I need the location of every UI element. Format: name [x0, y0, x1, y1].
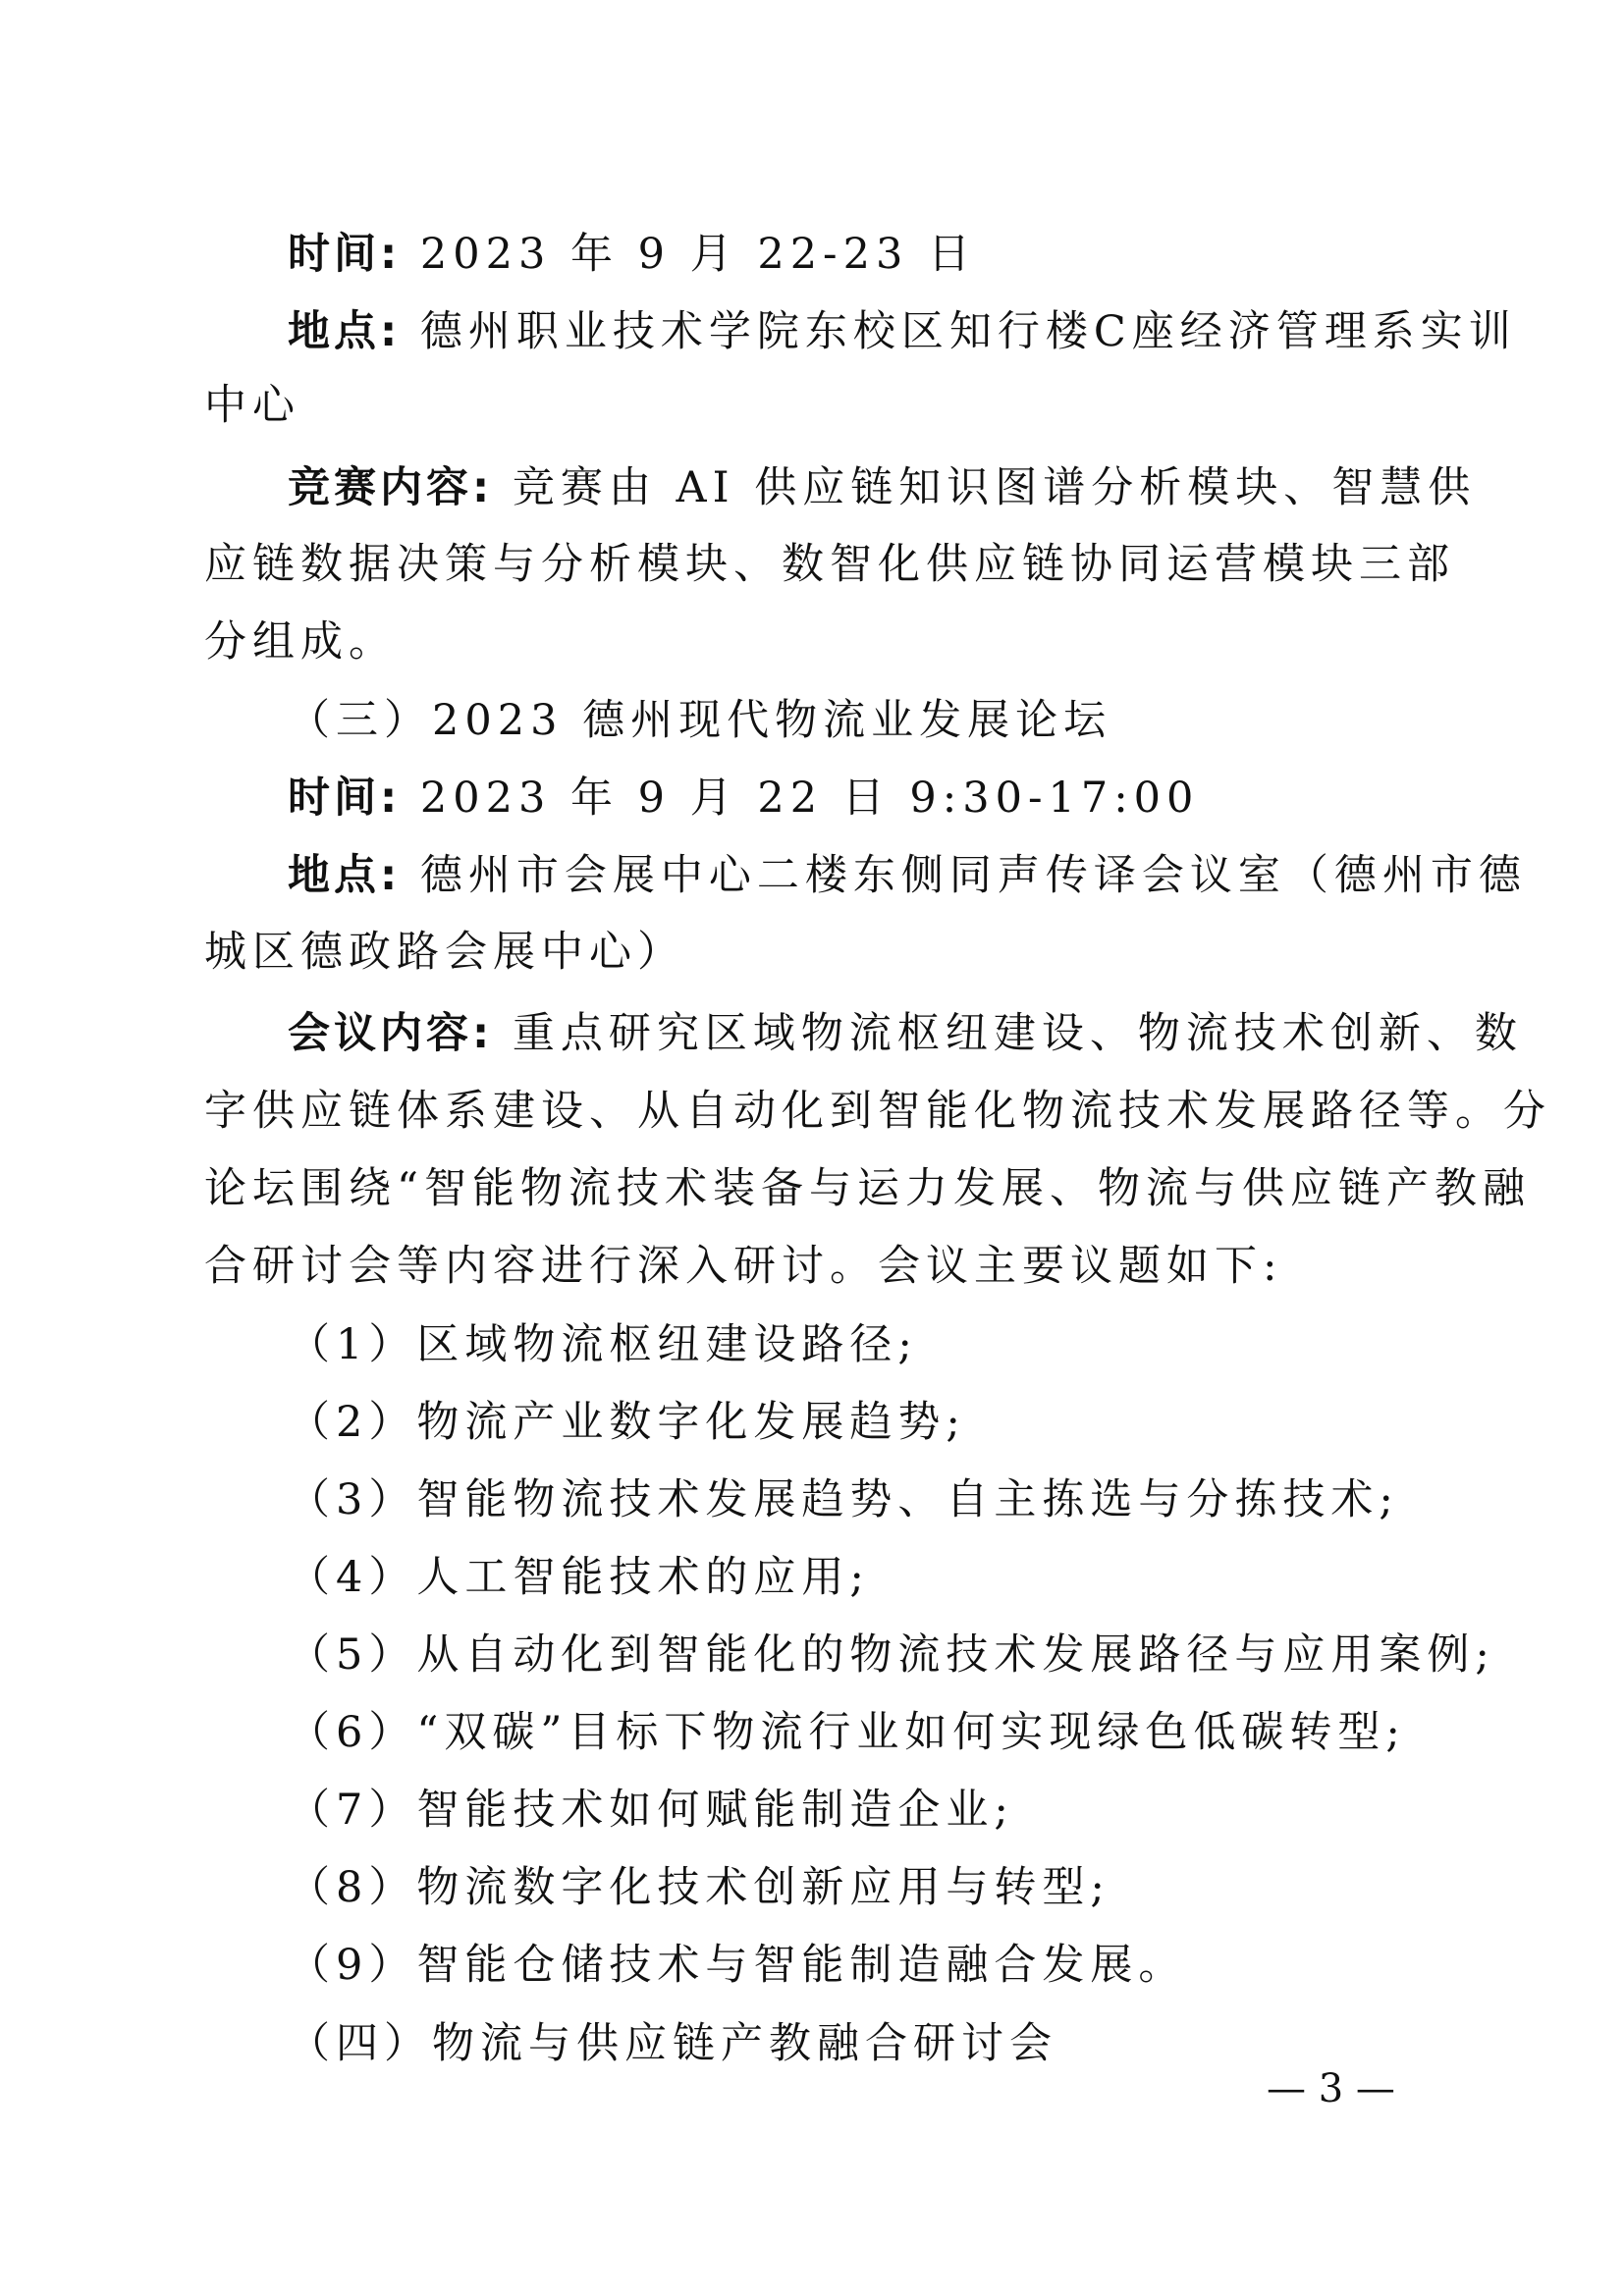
- forum-place-value: 德州市会展中心二楼东侧同声传译会议室（德州市德: [419, 851, 1527, 900]
- competition-content-line: 应链数据决策与分析模块、数智化供应链协同运营模块三部: [204, 540, 1455, 589]
- time-paragraph: [0, 225, 1624, 284]
- competition-content-line: 分组成。: [204, 617, 397, 667]
- place-label: 地点:: [288, 307, 402, 356]
- forum-place-paragraph: [0, 846, 1624, 905]
- place-continuation: 中心: [204, 381, 300, 430]
- page-number: — 3 —: [1267, 2066, 1395, 2111]
- topic-item: （6）“双碳”目标下物流行业如何实现绿色低碳转型;: [288, 1708, 1406, 1757]
- forum-time-value: 2023 年 9 月 22 日 9:30-17:00: [419, 774, 1200, 823]
- meeting-content-line: 合研讨会等内容进行深入研讨。会议主要议题如下:: [204, 1242, 1283, 1291]
- forum-place-label: 地点:: [288, 851, 402, 900]
- topic-item: （8）物流数字化技术创新应用与转型;: [288, 1863, 1110, 1912]
- meeting-content-label: 会议内容:: [288, 1009, 494, 1058]
- forum-place-continuation: 城区德政路会展中心）: [204, 928, 685, 977]
- topic-item: （5）从自动化到智能化的物流技术发展路径与应用案例;: [288, 1630, 1495, 1680]
- competition-content-label: 竞赛内容:: [288, 463, 494, 512]
- topic-item: （9）智能仓储技术与智能制造融合发展。: [288, 1941, 1187, 1990]
- topic-item: （2）物流产业数字化发展趋势;: [288, 1398, 966, 1447]
- meeting-content-paragraph: [0, 1004, 1624, 1063]
- place-value: 德州职业技术学院东校区知行楼C座经济管理系实训: [419, 307, 1517, 356]
- meeting-content-text: 重点研究区域物流枢纽建设、物流技术创新、数: [512, 1009, 1523, 1058]
- topic-item: （3）智能物流技术发展趋势、自主拣选与分拣技术;: [288, 1475, 1399, 1524]
- time-label: 时间:: [288, 230, 402, 279]
- section-heading: （四）物流与供应链产教融合研讨会: [288, 2019, 1057, 2068]
- meeting-content-line: 字供应链体系建设、从自动化到智能化物流技术发展路径等。分: [204, 1087, 1551, 1136]
- competition-content-text: 竞赛由 AI 供应链知识图谱分析模块、智慧供: [512, 463, 1477, 512]
- forum-time-label: 时间:: [288, 774, 402, 823]
- competition-content-paragraph: [0, 458, 1624, 517]
- section-heading: （三）2023 德州现代物流业发展论坛: [288, 696, 1112, 745]
- topic-item: （1）区域物流枢纽建设路径;: [288, 1320, 918, 1369]
- place-paragraph: [0, 302, 1624, 361]
- meeting-content-line: 论坛围绕“智能物流技术装备与运力发展、物流与供应链产教融: [204, 1164, 1531, 1213]
- forum-time-paragraph: [0, 769, 1624, 828]
- topic-item: （7）智能技术如何赋能制造企业;: [288, 1786, 1014, 1835]
- topic-item: （4）人工智能技术的应用;: [288, 1553, 870, 1602]
- time-value: 2023 年 9 月 22-23 日: [419, 230, 976, 279]
